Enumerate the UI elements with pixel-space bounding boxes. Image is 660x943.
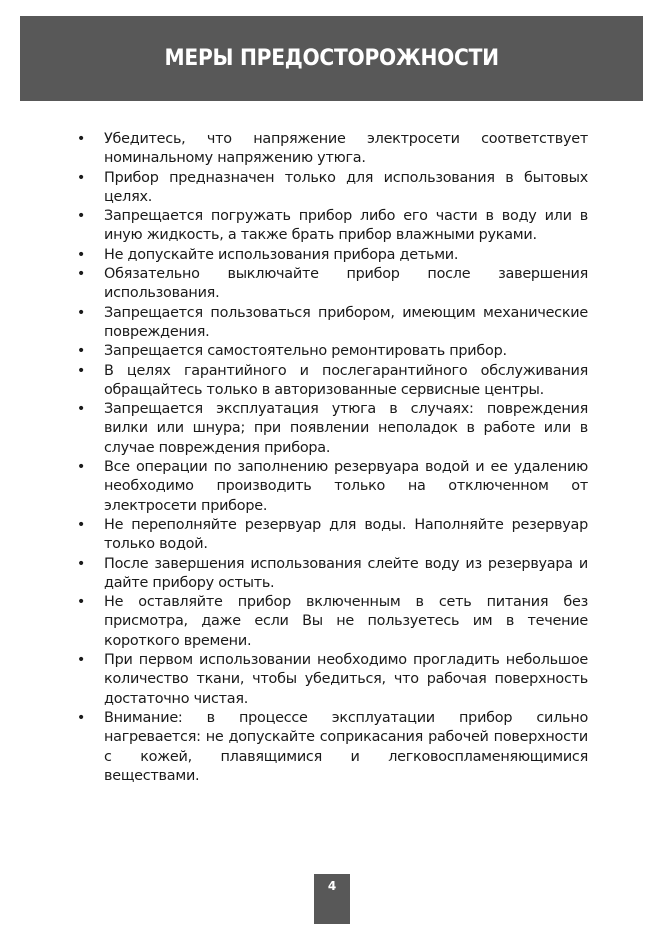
section-header — [20, 16, 643, 101]
list-item — [76, 593, 588, 651]
list-item-text: Не оставляйте прибор включенным в сеть питания без присмотра, даже если Вы не пользуетесь им в течение короткого времени. — [104, 594, 588, 649]
bullet-icon: • — [76, 169, 86, 186]
list-item — [76, 555, 588, 594]
list-item — [76, 362, 588, 401]
list-item — [76, 651, 588, 709]
precautions-list — [76, 130, 588, 786]
list-item-text: Обязательно выключайте прибор после завершения использования. — [104, 266, 588, 302]
bullet-icon: • — [76, 362, 86, 379]
bullet-icon: • — [76, 516, 86, 533]
bullet-icon: • — [76, 555, 86, 572]
list-item-text: Запрещается самостоятельно ремонтировать прибор. — [104, 343, 507, 360]
list-item-text: Прибор предназначен только для использования в бытовых целях. — [104, 169, 588, 205]
bullet-icon: • — [76, 304, 86, 321]
bullet-icon: • — [76, 343, 86, 360]
list-item — [76, 516, 588, 555]
list-item-text: При первом использовании необходимо прогладить небольшое количество ткани, чтобы убедиться, что рабочая поверхность достаточно чистая. — [104, 652, 588, 707]
list-item-text: Убедитесь, что напряжение электросети соответствует номинальному напряжению утюга. — [104, 131, 588, 167]
bullet-icon: • — [76, 208, 86, 225]
list-item — [76, 130, 588, 169]
list-item — [76, 400, 588, 458]
list-item-text: Все операции по заполнению резервуара водой и ее удалению необходимо производить только на отключенном от электросети приборе. — [104, 459, 588, 514]
bullet-icon: • — [76, 594, 86, 611]
bullet-icon: • — [76, 266, 86, 283]
list-item — [76, 458, 588, 516]
page-number: 4 — [327, 879, 337, 893]
list-item-text: После завершения использования слейте воду из резервуара и дайте прибору остыть. — [104, 555, 588, 591]
list-item — [76, 169, 588, 208]
bullet-icon: • — [76, 131, 86, 147]
bullet-icon: • — [76, 459, 86, 476]
bullet-icon: • — [76, 246, 86, 263]
bullet-icon: • — [76, 401, 86, 418]
list-item-text: В целях гарантийного и послегарантийного обслуживания обращайтесь только в авторизованные сервисные центры. — [104, 362, 588, 398]
list-item-text: Не переполняйте резервуар для воды. Наполняйте резервуар только водой. — [104, 516, 588, 553]
page-number-tab — [314, 874, 350, 924]
list-item — [76, 207, 588, 246]
list-item-text: Внимание: в процессе эксплуатации прибор сильно нагревается: не допускайте соприкасания рабочей поверхности с кожей, плавящимися и легковоспламеняющимися веществами. — [104, 709, 588, 784]
list-item — [76, 265, 588, 304]
bullet-icon: • — [76, 709, 86, 726]
list-item-text: Запрещается пользоваться прибором, имеющим механические повреждения. — [104, 304, 588, 340]
list-item — [76, 246, 588, 265]
list-item-text: Не допускайте использования прибора детьми. — [104, 246, 459, 263]
bullet-icon: • — [76, 652, 86, 669]
list-item — [76, 304, 588, 343]
page-title: МЕРЫ ПРЕДОСТОРОЖНОСТИ — [164, 46, 499, 71]
list-item — [76, 342, 588, 361]
list-item-text: Запрещается эксплуатация утюга в случаях: повреждения вилки или шнура; при появлении неполадок в работе или в случае повреждения прибора. — [104, 401, 588, 456]
list-item-text: Запрещается погружать прибор либо его части в воду или в иную жидкость, а также брать прибор влажными руками. — [104, 208, 588, 244]
list-item — [76, 709, 588, 786]
